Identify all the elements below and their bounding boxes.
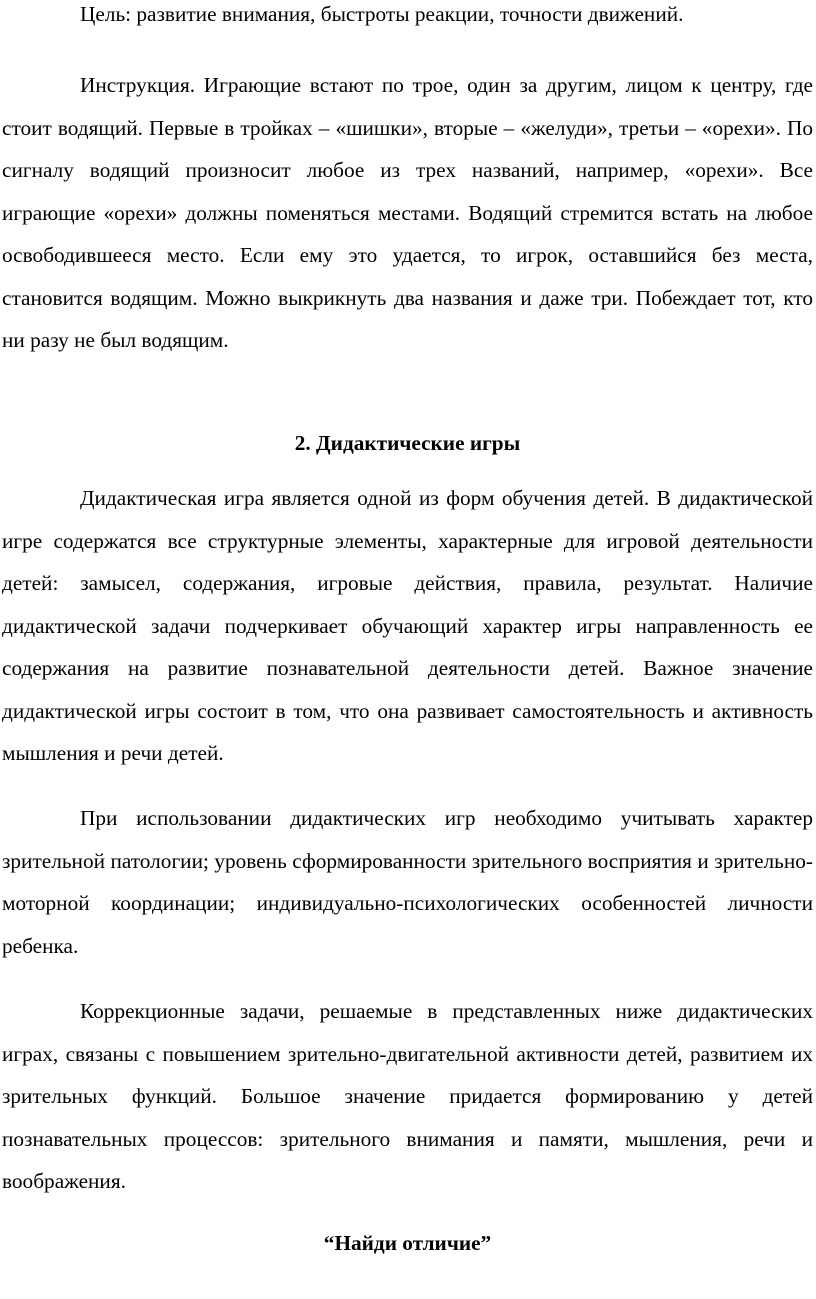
instruction-paragraph: Инструкция. Играющие встают по трое, один за другим, лицом к центру, где стоит водящий. Первые в тройках – «шишки», вторые – «желуди», третьи – «орехи». По сигналу водящий произносит любое из трех названий, например, «орехи». Все играющие «орехи» должны поменяться местами. Водящий стремится встать на любое освободившееся место. Если ему это удается, то игрок, оставшийся без места, становится водящим. Можно выкрикнуть два названия и даже три. Побеждает тот, кто ни разу не был водящим.	[2, 73, 813, 352]
didactic-paragraph-3: Коррекционные задачи, решаемые в представленных ниже дидактических играх, связаны с повышением зрительно-двигательной активности детей, развитием их зрительных функций. Большое значение придается формированию у детей познавательных процессов: зрительного внимания и памяти, мышления, речи и воображения.	[2, 999, 813, 1193]
didactic-paragraph-2: При использовании дидактических игр необходимо учитывать характер зрительной патологии; уровень сформированности зрительного восприятия и зрительно-моторной координации; индивидуально-психологических особенностей личности ребенка.	[2, 806, 813, 958]
game-title: “Найди отличие”	[323, 1231, 492, 1255]
didactic-paragraph-1: Дидактическая игра является одной из форм обучения детей. В дидактической игре содержатся все структурные элементы, характерные для игровой деятельности детей: замысел, содержания, игровые действия, правила, результат. Наличие дидактической задачи подчеркивает обучающий характер игры направленность ее содержания на развитие познавательной деятельности детей. Важное значение дидактической игры состоит в том, что она развивает самостоятельность и активность мышления и речи детей.	[2, 486, 813, 765]
section-heading: 2. Дидактические игры	[294, 431, 521, 455]
goal-paragraph: Цель: развитие внимания, быстроты реакции, точности движений.	[80, 2, 684, 26]
